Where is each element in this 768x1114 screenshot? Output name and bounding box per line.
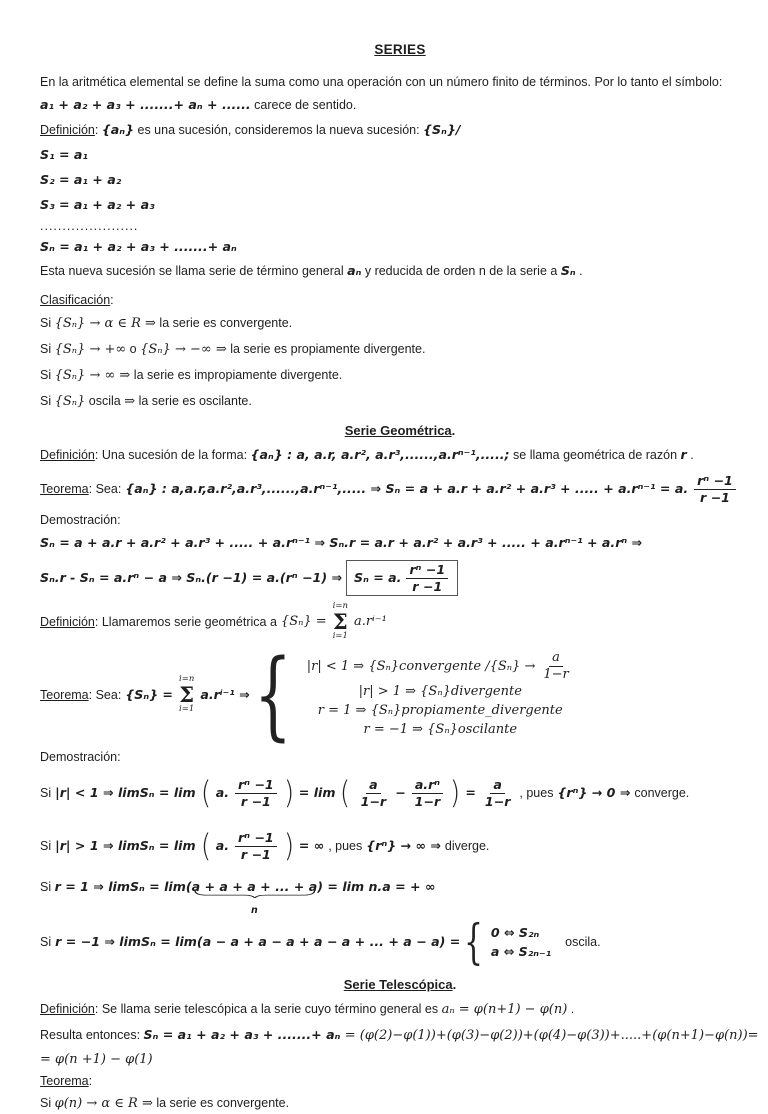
oscila-word: oscila (85, 394, 125, 408)
si-word: Si (40, 342, 55, 356)
theorem-label: Teorema (40, 1074, 89, 1088)
partial-sum-line-3 (40, 194, 760, 216)
sn-equals: {Sₙ} = (125, 687, 173, 702)
theorem-label-wrap (40, 685, 121, 705)
case-1-text: |r| < 1 ⇒ {Sₙ}convergente /{Sₙ} → (306, 658, 536, 674)
cases-rows (307, 651, 574, 740)
geometric-series-definition-2 (40, 602, 760, 642)
fraction-denominator: r −1 (700, 489, 730, 505)
boxed-result (346, 560, 458, 597)
sum-upper-limit: i=n (332, 601, 348, 612)
fraction-denominator: 1−r (360, 793, 387, 809)
demonstration-step-2 (40, 557, 760, 599)
phi-convergence-condition: φ(n) → α ∈ R ⇒ (54, 1096, 153, 1111)
telescopic-result (40, 1024, 760, 1046)
geometric-theorem (40, 469, 760, 509)
minus-sign: − (395, 785, 406, 800)
demonstration-label-text: Demostración: (40, 513, 121, 527)
limit-expression: r = 1 ⇒ limSₙ = lim( (54, 879, 192, 894)
si-word: Si (40, 880, 55, 894)
classification-row-convergent (40, 312, 760, 335)
case-convergent (307, 651, 574, 683)
oscillation-cases (464, 914, 552, 970)
telescopic-closed-form: = φ(n +1) − φ(1) (40, 1052, 153, 1067)
series-description (40, 261, 760, 281)
theorem-sea: : Sea: (88, 688, 122, 702)
intro-paragraph (40, 74, 760, 91)
partial-sum-s3: S₃ = a₁ + a₂ + a₃ (40, 197, 155, 212)
sum-term: a.rⁱ⁻¹ (354, 614, 387, 629)
summation (179, 675, 194, 714)
ratio-r: r (680, 447, 687, 462)
ellipsis-line (40, 219, 760, 233)
cases-rows (491, 924, 551, 961)
si-word: Si (40, 368, 55, 382)
sum-term: a.rⁱ⁻¹ ⇒ (200, 687, 250, 702)
sn-equals: {Sₙ} = (280, 614, 327, 629)
converge-word: converge. (634, 786, 690, 800)
left-paren: ( (200, 774, 211, 811)
fraction-numerator: rⁿ −1 (694, 474, 736, 490)
diverge-word: diverge. (444, 839, 490, 853)
geometric-definition (40, 444, 760, 466)
oscila-word: oscila. (565, 935, 601, 949)
oscillating-condition: {Sₙ} (54, 394, 86, 409)
telescopic-result-2 (40, 1049, 760, 1070)
summation (333, 602, 348, 641)
fraction (412, 778, 444, 809)
definition-mid-text: es una sucesión, consideremos la nueva sucesión: (134, 123, 424, 137)
definition-line (40, 119, 760, 141)
si-word: Si (40, 935, 52, 949)
fraction-numerator: rⁿ −1 (406, 563, 448, 579)
right-paren: ) (283, 827, 294, 864)
theorem-sea: : Sea: (88, 482, 122, 496)
fraction-numerator: rⁿ −1 (235, 831, 277, 847)
definition-label: Definición (40, 615, 95, 629)
rn-tends-infinity: {rⁿ} → ∞ ⇒ (366, 838, 441, 853)
classification-label-line (40, 291, 760, 309)
si-word: Si (40, 394, 55, 408)
fraction-numerator: a.rⁿ (412, 778, 443, 794)
sequence-an: {aₙ} (101, 122, 135, 137)
coefficient-a: a. (215, 838, 229, 853)
case-odd-text: a ⇔ S₂ₙ₋₁ (490, 943, 552, 959)
geometric-def-end: . (686, 448, 694, 462)
even-partial-sum-case (491, 924, 539, 942)
theorem-label: Teorema (40, 688, 89, 702)
right-paren: ) (283, 774, 294, 811)
fraction-denominator: 1−r (543, 667, 569, 682)
si-word: Si (40, 316, 55, 330)
intro-text: En la aritmética elemental se define la suma como una operación con un número finito de términos. Por lo tanto el símbolo: (40, 75, 723, 89)
telescopic-convergence-line (40, 1093, 760, 1114)
fraction (235, 831, 277, 862)
fraction (358, 778, 390, 809)
limit-case-r-equals-minus-1 (40, 914, 760, 970)
symbol-line-end: carece de sentido. (250, 98, 357, 112)
term-sn: Sₙ (560, 263, 576, 278)
partial-sum-line-2 (40, 169, 760, 191)
left-paren: ( (340, 774, 351, 811)
geometric-def-text-a: : Una sucesión de la forma: (94, 448, 251, 462)
geometric-def-text-b: se llama geométrica de razón (509, 448, 681, 462)
fraction-denominator: r −1 (240, 793, 271, 809)
pues-word: , pues (519, 786, 554, 800)
convergent-text: la serie es convergente. (155, 316, 293, 330)
repeated-sum-expression: a + a + a + ... + a (191, 879, 318, 894)
definition-label: Definición (40, 1002, 95, 1016)
case-4-text: r = −1 ⇒ {Sₙ}oscilante (363, 722, 518, 738)
case-2-text: |r| > 1 ⇒ {Sₙ}divergente (358, 684, 522, 700)
case-3-text: r = 1 ⇒ {Sₙ}propiamente_divergente (317, 703, 563, 719)
underbrace-icon (194, 890, 316, 898)
theorem-colon: : (88, 1074, 93, 1088)
right-paren: ) (450, 774, 461, 811)
fraction-denominator: 1−r (484, 793, 511, 809)
odd-partial-sum-case (491, 943, 551, 961)
equals-lim: = lim (298, 785, 336, 800)
si-word: Si (40, 839, 52, 853)
properly-divergent-text: la serie es propiamente divergente. (226, 342, 426, 356)
telescopic-theorem-label-line (40, 1073, 760, 1090)
sequence-sn: {Sₙ}/ (423, 122, 461, 137)
telescopic-def-end: . (567, 1002, 575, 1016)
limit-case-r-less-1 (40, 769, 760, 817)
divergent-condition-2: {Sₙ} → −∞ ⇒ (140, 342, 227, 357)
limit-expression: |r| < 1 ⇒ limSₙ = lim (55, 785, 196, 800)
theorem-label: Teorema (40, 482, 89, 496)
definition-label: Definición (40, 448, 95, 462)
equals-infinity: = ∞ (298, 838, 325, 853)
convergent-text: la serie es convergente. (152, 1096, 290, 1110)
classification-colon: : (110, 293, 114, 307)
case-even-text: 0 ⇔ S₂ₙ (490, 924, 540, 940)
geometric-theorem-2 (40, 639, 760, 751)
fraction (235, 778, 277, 809)
classification-row-properly-divergent (40, 338, 760, 361)
limit-case-r-equals-1 (40, 875, 760, 916)
demonstration-label (40, 511, 760, 529)
fraction (540, 651, 571, 683)
si-word: Si (40, 786, 52, 800)
partial-sum-line-1 (40, 144, 760, 166)
definition-label: Definición (40, 123, 95, 137)
fraction-numerator: a (549, 651, 563, 667)
fraction (694, 474, 736, 505)
fraction-denominator: r −1 (240, 846, 271, 862)
definition-colon: : (94, 123, 102, 137)
demonstration-label-text: Demostración: (40, 750, 121, 764)
geometric-sequence-formula: {aₙ} : a, a.r, a.r², a.r³,......,a.rⁿ⁻¹,.....; (250, 447, 510, 462)
geometric-sum-formula: {aₙ} : a,a.r,a.r²,a.r³,......,a.rⁿ⁻¹,..... ⇒ Sₙ = a + a.r + a.r² + a.r³ + ..... + a.rⁿ⁻¹ = a. (125, 481, 689, 496)
sum-lower-limit: i=1 (332, 630, 348, 641)
telescopic-definition (40, 998, 760, 1021)
case-properly-divergent (318, 702, 563, 720)
demo-formula-2: Sₙ.r - Sₙ = a.rⁿ − a ⇒ Sₙ.(r −1) = a.(rⁿ −1) ⇒ (40, 570, 343, 585)
implies-arrow: ⇒ (124, 394, 136, 409)
limit-case-r-greater-1 (40, 820, 760, 872)
partial-sum-s1: S₁ = a₁ (40, 147, 88, 162)
partial-sum-s2: S₂ = a₁ + a₂ (40, 172, 122, 187)
cases-block (253, 639, 574, 751)
fraction-numerator: a (366, 778, 381, 794)
heading-period: . (452, 977, 457, 992)
equals-sign: = (465, 785, 476, 800)
si-word: Si (40, 1096, 55, 1110)
o-word: o (126, 342, 141, 356)
pues-word: , pues (328, 839, 363, 853)
convergent-condition: {Sₙ} → α ∈ R ⇒ (54, 316, 156, 331)
demonstration-step-1 (40, 532, 760, 554)
alternating-limit-expression: r = −1 ⇒ limSₙ = lim(a − a + a − a + a − a + ... + a − a) = (55, 934, 461, 949)
oscillating-text: la serie es oscilante. (135, 394, 252, 408)
fraction (482, 778, 514, 809)
classification-row-oscillating (40, 390, 760, 413)
sum-upper-limit: i=n (179, 674, 195, 685)
series-description-b: y reducida de orden n de la serie a (361, 264, 561, 278)
symbol-line (40, 94, 760, 116)
classification-row-improperly-divergent (40, 364, 760, 387)
ellipsis-dots: ...................... (40, 219, 139, 233)
telescopic-series-heading (40, 975, 760, 995)
fraction-numerator: rⁿ −1 (235, 778, 277, 794)
heading-period: . (451, 423, 456, 438)
page-title: SERIES (374, 42, 426, 57)
telescopic-heading-text: Serie Telescópica (343, 977, 453, 992)
fraction-denominator: r −1 (412, 578, 443, 594)
geometric-series-heading (40, 421, 760, 441)
definition-label-wrap (40, 612, 277, 632)
left-brace: { (253, 639, 292, 751)
boxed-formula-prefix: Sₙ = a. (354, 570, 402, 585)
rn-tends-0: {rⁿ} → 0 ⇒ (557, 785, 631, 800)
underbrace-group (191, 875, 318, 916)
series-description-a: Esta nueva sucesión se llama serie de término general (40, 264, 348, 278)
term-an: aₙ (347, 263, 362, 278)
case-divergent (359, 683, 522, 701)
series-description-end: . (575, 264, 583, 278)
result-text: Resulta entonces: (40, 1028, 144, 1042)
coefficient-a: a. (215, 785, 229, 800)
demo-formula-1: Sₙ = a + a.r + a.r² + a.r³ + ..... + a.rⁿ⁻¹ ⇒ Sₙ.r = a.r + a.r² + a.r³ + ..... + a.rⁿ⁻¹ + a.rⁿ ⇒ (40, 535, 643, 550)
fraction (406, 563, 448, 594)
classification-label: Clasificación (40, 293, 111, 307)
limit-result: ) = lim n.a = + ∞ (317, 879, 436, 894)
underbrace-n-label: n (251, 905, 258, 916)
limit-expression: |r| > 1 ⇒ limSₙ = lim (55, 838, 196, 853)
definition-text: : Llamaremos serie geométrica a (94, 615, 277, 629)
telescopic-general-term: aₙ = φ(n+1) − φ(n) (441, 1002, 568, 1017)
telescopic-sum-formula: Sₙ = a₁ + a₂ + a₃ + .......+ aₙ (143, 1027, 345, 1042)
theorem-label-wrap (40, 469, 121, 509)
left-brace: { (464, 914, 484, 970)
telescopic-def-text: : Se llama serie telescópica a la serie cuyo término general es (94, 1002, 442, 1016)
demonstration-label (40, 748, 760, 766)
geometric-heading-text: Serie Geométrica (344, 423, 452, 438)
case-oscillating (363, 721, 517, 739)
improperly-divergent-text: la serie es impropiamente divergente. (130, 368, 343, 382)
partial-sum-sn: Sₙ = a₁ + a₂ + a₃ + .......+ aₙ (40, 239, 237, 254)
fraction-denominator: 1−r (414, 793, 441, 809)
sigma-symbol: Σ (332, 609, 348, 635)
left-paren: ( (200, 827, 211, 864)
divergent-condition-1: {Sₙ} → +∞ (54, 342, 127, 357)
series-symbol-formula: a₁ + a₂ + a₃ + .......+ aₙ + ...... (40, 97, 251, 112)
sigma-symbol: Σ (179, 682, 195, 708)
telescopic-expansion: = (φ(2)−φ(1))+(φ(3)−φ(2))+(φ(4)−φ(3))+.....+(φ(n+1)−φ(n))= (344, 1028, 759, 1043)
fraction-numerator: a (490, 778, 505, 794)
sum-lower-limit: i=1 (179, 703, 195, 714)
improper-condition: {Sₙ} → ∞ ⇒ (54, 368, 131, 383)
partial-sum-line-n (40, 236, 760, 258)
